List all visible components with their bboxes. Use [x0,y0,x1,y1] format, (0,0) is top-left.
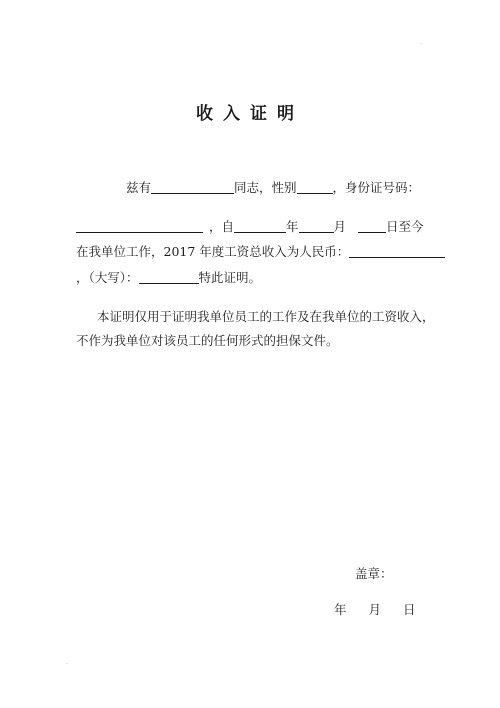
line2-comma-from: ，自 [209,219,235,234]
date-month: 月 [368,602,382,617]
date-day: 日 [403,602,416,617]
start-year-blank[interactable] [234,219,286,233]
start-day-blank[interactable] [358,219,386,233]
seal-label: 盖章： [355,566,393,581]
corner-dot-mark: · [420,41,422,48]
line4-prefix: ，（大写）： [76,270,139,285]
corner-dot-mark: · [66,661,68,668]
document-title: 收入证明 [196,104,304,124]
disclaimer-line-2: 不作为我单位对该员工的任何形式的担保文件。 [76,333,339,348]
uppercase-amount-line [76,270,261,286]
line1-suffix: ，身份证号码： [332,180,421,195]
signature-date [334,600,416,618]
name-gender-id-line [126,180,420,196]
line4-suffix: 特此证明。 [198,270,262,285]
line2-day-to-now: 日至今 [386,219,424,234]
income-amount-blank[interactable] [349,244,445,258]
line2-year: 年 [286,219,299,234]
line1-prefix: 兹有 [126,180,152,195]
line2-month: 月 [333,219,347,234]
line3-text: 在我单位工作，2017 年度工资总收入为人民币： [76,244,350,259]
name-blank[interactable] [151,180,234,194]
income-line [76,244,445,260]
id-number-blank[interactable] [76,219,203,233]
line1-mid: 同志，性别 [234,180,297,195]
id-date-line [76,219,424,235]
disclaimer-line-1: 本证明仅用于证明我单位员工的工作及在我单位的工资收入， [97,309,435,324]
date-year: 年 [334,602,347,617]
uppercase-amount-blank[interactable] [139,270,199,284]
start-month-blank[interactable] [299,219,334,233]
gender-blank[interactable] [297,180,333,194]
